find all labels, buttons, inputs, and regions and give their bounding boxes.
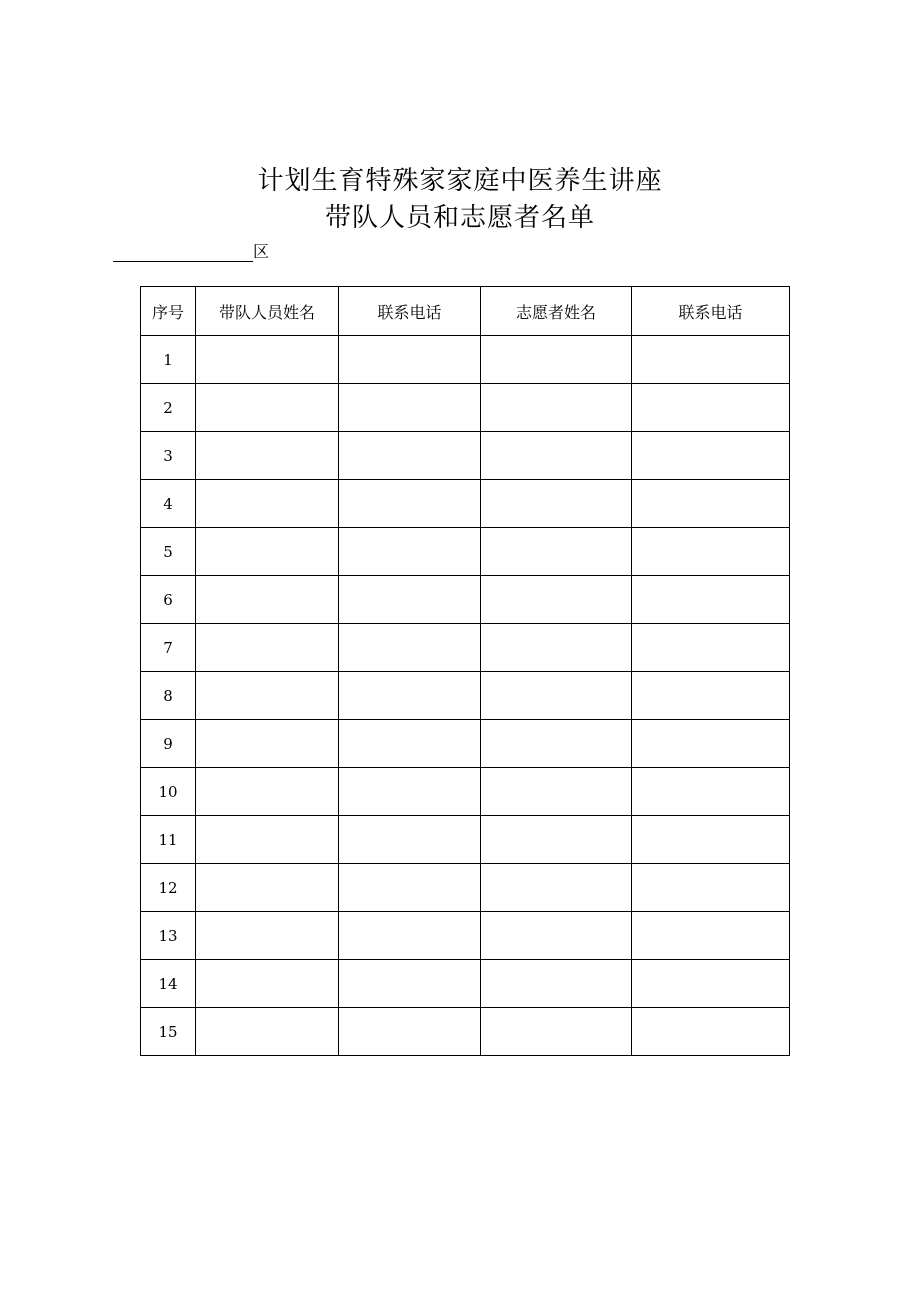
cell-leader-name[interactable] bbox=[196, 864, 339, 912]
cell-leader-name[interactable] bbox=[196, 384, 339, 432]
cell-seq-no: 2 bbox=[141, 384, 196, 432]
cell-seq-no: 15 bbox=[141, 1008, 196, 1056]
table-row bbox=[141, 960, 790, 1008]
cell-leader-phone[interactable] bbox=[339, 624, 481, 672]
cell-seq-no: 12 bbox=[141, 864, 196, 912]
cell-volunteer-name[interactable] bbox=[481, 528, 632, 576]
cell-seq-no: 1 bbox=[141, 336, 196, 384]
cell-leader-name[interactable] bbox=[196, 816, 339, 864]
cell-seq-no: 9 bbox=[141, 720, 196, 768]
table-row bbox=[141, 720, 790, 768]
cell-seq-no: 11 bbox=[141, 816, 196, 864]
cell-volunteer-phone[interactable] bbox=[632, 768, 790, 816]
cell-volunteer-phone[interactable] bbox=[632, 816, 790, 864]
table-row bbox=[141, 672, 790, 720]
cell-seq-no: 4 bbox=[141, 480, 196, 528]
cell-seq-no: 5 bbox=[141, 528, 196, 576]
cell-leader-name[interactable] bbox=[196, 912, 339, 960]
cell-volunteer-phone[interactable] bbox=[632, 384, 790, 432]
cell-volunteer-name[interactable] bbox=[481, 960, 632, 1008]
cell-volunteer-name[interactable] bbox=[481, 816, 632, 864]
table-row bbox=[141, 1008, 790, 1056]
cell-volunteer-name[interactable] bbox=[481, 768, 632, 816]
cell-volunteer-name[interactable] bbox=[481, 336, 632, 384]
cell-volunteer-phone[interactable] bbox=[632, 528, 790, 576]
cell-volunteer-phone[interactable] bbox=[632, 432, 790, 480]
table-row bbox=[141, 912, 790, 960]
table-row bbox=[141, 432, 790, 480]
cell-seq-no: 6 bbox=[141, 576, 196, 624]
cell-seq-no: 10 bbox=[141, 768, 196, 816]
cell-leader-phone[interactable] bbox=[339, 960, 481, 1008]
cell-volunteer-phone[interactable] bbox=[632, 912, 790, 960]
cell-leader-phone[interactable] bbox=[339, 576, 481, 624]
table-row bbox=[141, 528, 790, 576]
cell-volunteer-name[interactable] bbox=[481, 432, 632, 480]
cell-volunteer-name[interactable] bbox=[481, 1008, 632, 1056]
cell-volunteer-name[interactable] bbox=[481, 864, 632, 912]
cell-volunteer-name[interactable] bbox=[481, 384, 632, 432]
cell-leader-phone[interactable] bbox=[339, 1008, 481, 1056]
cell-leader-name[interactable] bbox=[196, 336, 339, 384]
cell-leader-phone[interactable] bbox=[339, 432, 481, 480]
cell-volunteer-name[interactable] bbox=[481, 624, 632, 672]
table-row bbox=[141, 336, 790, 384]
cell-volunteer-phone[interactable] bbox=[632, 720, 790, 768]
document-title-line2: 带队人员和志愿者名单 bbox=[324, 203, 595, 233]
cell-leader-phone[interactable] bbox=[339, 528, 481, 576]
cell-leader-phone[interactable] bbox=[339, 384, 481, 432]
cell-leader-phone[interactable] bbox=[339, 768, 481, 816]
cell-seq-no: 7 bbox=[141, 624, 196, 672]
cell-volunteer-phone[interactable] bbox=[632, 1008, 790, 1056]
cell-volunteer-phone[interactable] bbox=[632, 624, 790, 672]
table-row bbox=[141, 768, 790, 816]
cell-leader-name[interactable] bbox=[196, 672, 339, 720]
cell-leader-phone[interactable] bbox=[339, 672, 481, 720]
table-row bbox=[141, 480, 790, 528]
header-volunteer-phone: 联系电话 bbox=[632, 287, 790, 336]
cell-leader-name[interactable] bbox=[196, 720, 339, 768]
table-row bbox=[141, 816, 790, 864]
cell-volunteer-phone[interactable] bbox=[632, 960, 790, 1008]
cell-leader-name[interactable] bbox=[196, 768, 339, 816]
cell-leader-name[interactable] bbox=[196, 528, 339, 576]
cell-leader-name[interactable] bbox=[196, 960, 339, 1008]
header-seq-no: 序号 bbox=[141, 287, 196, 336]
cell-seq-no: 14 bbox=[141, 960, 196, 1008]
cell-leader-name[interactable] bbox=[196, 624, 339, 672]
cell-volunteer-name[interactable] bbox=[481, 720, 632, 768]
cell-volunteer-phone[interactable] bbox=[632, 576, 790, 624]
cell-volunteer-phone[interactable] bbox=[632, 672, 790, 720]
cell-volunteer-name[interactable] bbox=[481, 912, 632, 960]
cell-leader-name[interactable] bbox=[196, 432, 339, 480]
table-row bbox=[141, 624, 790, 672]
cell-leader-phone[interactable] bbox=[339, 480, 481, 528]
table-row bbox=[141, 384, 790, 432]
district-blank-line[interactable] bbox=[113, 242, 253, 262]
cell-volunteer-name[interactable] bbox=[481, 576, 632, 624]
cell-seq-no: 3 bbox=[141, 432, 196, 480]
cell-seq-no: 13 bbox=[141, 912, 196, 960]
table-row bbox=[141, 576, 790, 624]
table-header-row bbox=[141, 287, 790, 336]
cell-volunteer-phone[interactable] bbox=[632, 336, 790, 384]
cell-leader-name[interactable] bbox=[196, 1008, 339, 1056]
cell-leader-name[interactable] bbox=[196, 576, 339, 624]
header-volunteer-name: 志愿者姓名 bbox=[481, 287, 632, 336]
cell-leader-name[interactable] bbox=[196, 480, 339, 528]
cell-leader-phone[interactable] bbox=[339, 816, 481, 864]
cell-leader-phone[interactable] bbox=[339, 912, 481, 960]
cell-leader-phone[interactable] bbox=[339, 864, 481, 912]
document-title-line1: 计划生育特殊家家庭中医养生讲座 bbox=[257, 166, 663, 196]
header-leader-name: 带队人员姓名 bbox=[196, 287, 339, 336]
cell-volunteer-phone[interactable] bbox=[632, 864, 790, 912]
district-suffix: 区 bbox=[253, 242, 270, 261]
cell-volunteer-name[interactable] bbox=[481, 480, 632, 528]
district-field bbox=[113, 240, 269, 262]
cell-volunteer-phone[interactable] bbox=[632, 480, 790, 528]
cell-seq-no: 8 bbox=[141, 672, 196, 720]
table-row bbox=[141, 864, 790, 912]
roster-table bbox=[140, 286, 790, 1056]
header-leader-phone: 联系电话 bbox=[339, 287, 481, 336]
cell-leader-phone[interactable] bbox=[339, 720, 481, 768]
cell-volunteer-name[interactable] bbox=[481, 672, 632, 720]
cell-leader-phone[interactable] bbox=[339, 336, 481, 384]
